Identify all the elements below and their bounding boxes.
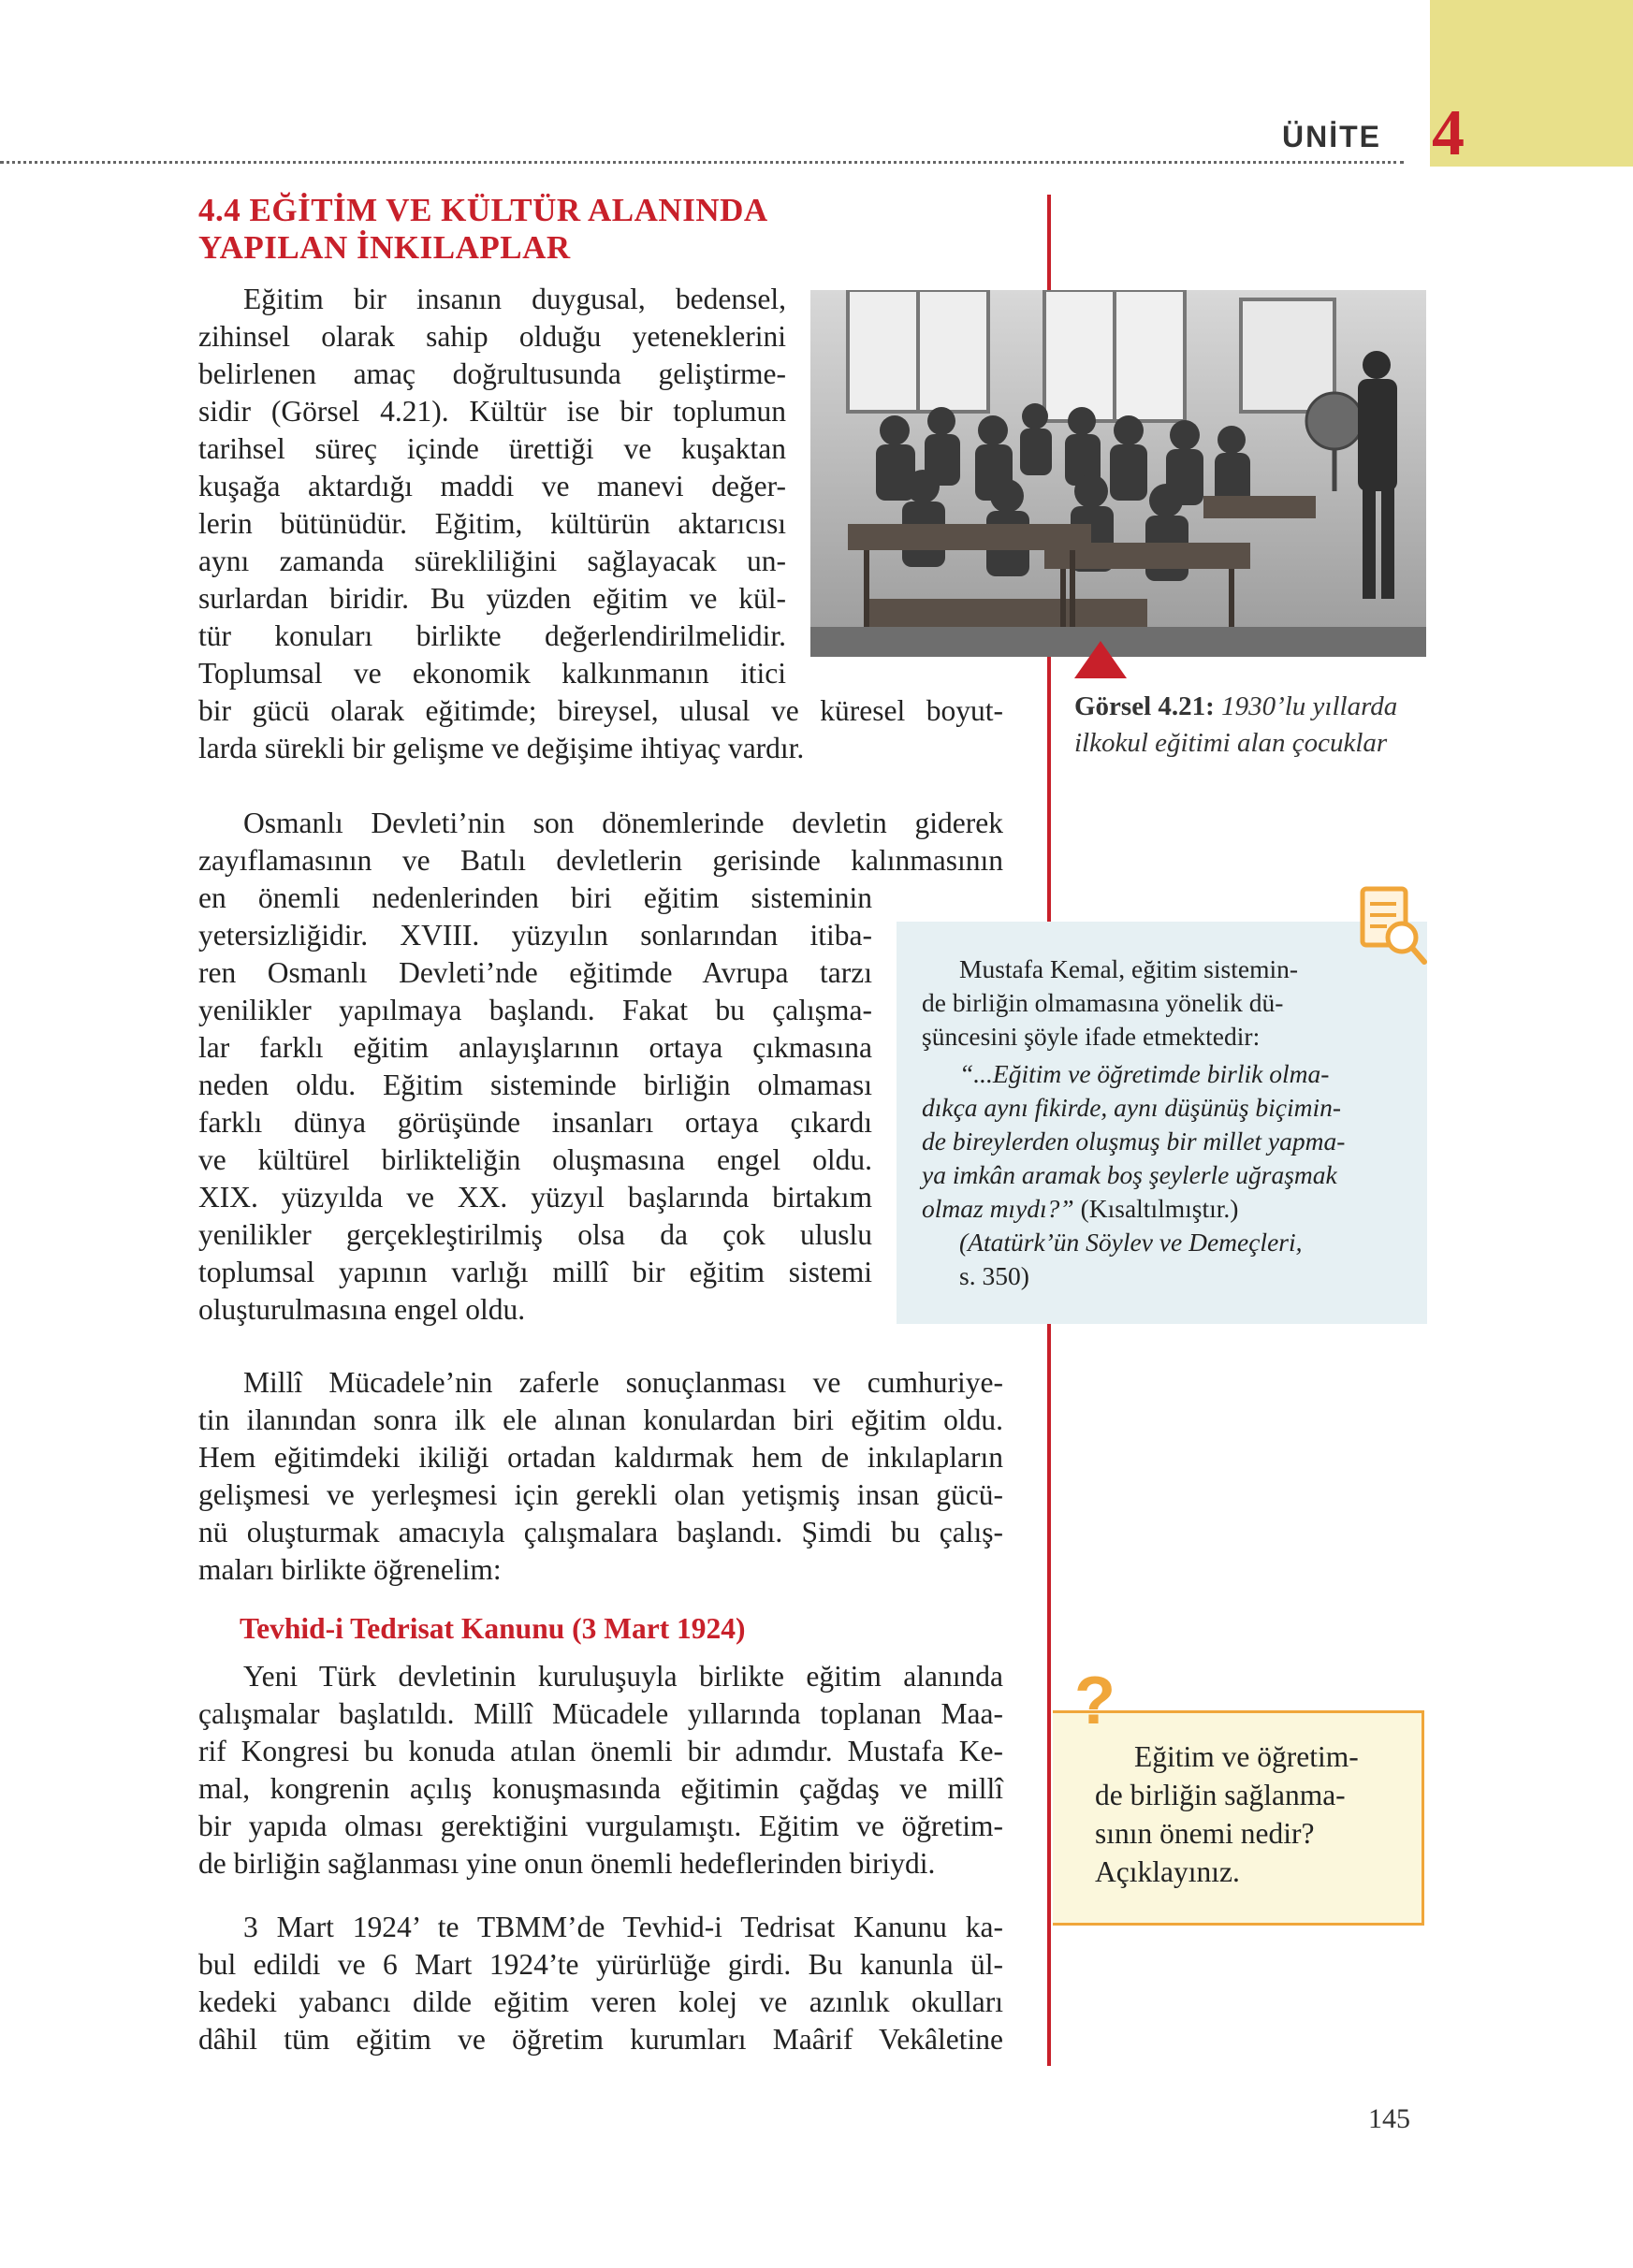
unit-label: ÜNİTE (1282, 120, 1381, 153)
text-line: bir yapıda olması gerektiğini vurgulamıştı. Eğitim ve öğretim- (198, 1810, 1003, 1842)
text-line: yenilikler gerçekleştirilmiş olsa da çok uluslu (198, 1218, 872, 1251)
quote-line (922, 1091, 1390, 1125)
text-line: neden oldu. Eğitim sisteminde birliğin olmaması (198, 1069, 872, 1101)
quote-source-page: s. 350) (959, 1261, 1029, 1290)
text-line: ren Osmanlı Devleti’nde eğitimde Avrupa tarzı (198, 956, 872, 989)
section-title-line: 4.4 EĞİTİM VE KÜLTÜR ALANINDA (198, 192, 768, 228)
text-line: bul edildi ve 6 Mart 1924’te yürürlüğe girdi. Bu kanunla ül- (198, 1948, 1003, 1981)
text-line: maları birlikte öğrenelim: (198, 1553, 502, 1586)
text-line: ve kültürel birlikteliğin oluşmasına engel oldu. (198, 1143, 872, 1176)
quote-italic: olmaz mıydı?” (922, 1194, 1074, 1223)
text-line: kuşağa aktardığı maddi ve manevi değer- (198, 470, 786, 502)
text-line: XIX. yüzyılda ve XX. yüzyıl başlarında birtakım (198, 1181, 872, 1214)
paragraph-4 (198, 1658, 1003, 1883)
unit-number: 4 (1432, 97, 1465, 169)
paragraph-3 (198, 1364, 1003, 1589)
question-line: Eğitim ve öğretim- (1134, 1740, 1359, 1773)
paragraph-2 (198, 805, 1003, 1329)
text-line: en önemli nedenlerinden biri eğitim sisteminin (198, 881, 872, 914)
text-line: lerin bütünüdür. Eğitim, kültürün aktarıcısı (198, 507, 786, 540)
quote-line (922, 1125, 1390, 1158)
text-line: farklı dünya görüşünde insanları ortaya çıkardı (198, 1106, 872, 1139)
text-line: rif Kongresi bu konuda atılan önemli bir adımdır. Mustafa Ke- (198, 1735, 1003, 1767)
caption-text: 1930’lu yıllarda ilkokul eğitimi alan çocuklar (1074, 691, 1398, 758)
text-line: zihinsel olarak sahip olduğu yeteneklerini (198, 320, 786, 353)
abridged-note: (Kısaltılmıştır.) (1080, 1194, 1239, 1223)
quote-text (922, 952, 1390, 1293)
text-line: Toplumsal ve ekonomik kalkınmanın itici (198, 657, 786, 690)
text-line: larda sürekli bir gelişme ve değişime ihtiyaç vardır. (198, 732, 805, 764)
quote-line (922, 1057, 1390, 1091)
question-line: de birliğin sağlanma- (1095, 1779, 1346, 1811)
quote-source (922, 1226, 1390, 1259)
text-line: nü oluşturmak amacıyla çalışmalara başlandı. Şimdi bu çalış- (198, 1516, 1003, 1548)
section-title (198, 192, 853, 267)
quote-source-italic: (Atatürk’ün Söylev ve Demeçleri, (959, 1228, 1303, 1257)
page-number: 145 (1368, 2103, 1410, 2134)
text-line: Osmanlı Devleti’nin son dönemlerinde devletin giderek (243, 807, 1003, 839)
text-line: lar farklı eğitim anlayışlarının ortaya çıkmasına (198, 1031, 872, 1064)
caption-label: Görsel 4.21: (1074, 691, 1215, 721)
text-line: mal, kongrenin açılış konuşmasında eğitimin çağdaş ve millî (198, 1772, 1003, 1805)
text-line: yetersizliğidir. XVIII. yüzyılın sonlarından itiba- (198, 919, 872, 952)
text-line: bir gücü olarak eğitimde; bireysel, ulusal ve küresel boyut- (198, 694, 1003, 727)
text-line: Yeni Türk devletinin kuruluşuyla birlikte eğitim alanında (243, 1660, 1003, 1693)
question-text (1095, 1737, 1404, 1891)
text-line: kedeki yabancı dilde eğitim veren kolej ve azınlık okulları (198, 1985, 1003, 2018)
quote-intro: şüncesini şöyle ifade etmektedir: (922, 1022, 1261, 1051)
text-line: Millî Mücadele’nin zaferle sonuçlanması ve cumhuriye- (243, 1366, 1003, 1399)
quote-line (922, 1158, 1390, 1192)
quote-italic: de bireylerden oluşmuş bir millet yapma- (922, 1127, 1346, 1156)
text-line: toplumsal yapının varlığı millî bir eğitim sistemi (198, 1256, 872, 1288)
text-line: Hem eğitimdeki ikiliği ortadan kaldırmak hem de inkılapların (198, 1441, 1003, 1474)
text-line: aynı zamanda sürekliliğini sağlayacak un- (198, 545, 786, 577)
classroom-photo (810, 290, 1426, 657)
text-line: Eğitim bir insanın duygusal, bedensel, (243, 283, 786, 315)
quote-line (922, 1192, 1390, 1226)
quote-italic: ya imkân aramak boş şeylerle uğraşmak (922, 1160, 1337, 1189)
text-line: de birliğin sağlanması yine onun önemli hedeflerinden biriydi. (198, 1847, 936, 1880)
figure-caption (1074, 689, 1430, 762)
quote-intro: de birliğin olmamasına yönelik dü- (922, 988, 1284, 1017)
text-line: tür konuları birlikte değerlendirilmelidir. (198, 619, 786, 652)
caption-pointer (1074, 641, 1127, 678)
classroom-photo-image (810, 290, 1426, 657)
text-line: dâhil tüm eğitim ve öğretim kurumları Maârif Vekâletine (198, 2023, 1003, 2056)
question-mark-icon: ? (1074, 1664, 1115, 1738)
quote-italic: “...Eğitim ve öğretimde birlik olma- (959, 1059, 1330, 1088)
text-line: sidir (Görsel 4.21). Kültür ise bir toplumun (198, 395, 786, 428)
question-line: Açıklayınız. (1095, 1855, 1240, 1888)
text-line: belirlenen amaç doğrultusunda geliştirme- (198, 357, 786, 390)
text-line: 3 Mart 1924’ te TBMM’de Tevhid-i Tedrisat Kanunu ka- (243, 1911, 1003, 1943)
text-line: yenilikler yapılmaya başlandı. Fakat bu çalışma- (198, 994, 872, 1026)
quote-intro: Mustafa Kemal, eğitim sistemin- (959, 954, 1299, 983)
header-divider (0, 161, 1404, 164)
section-title-line: YAPILAN İNKILAPLAR (198, 229, 571, 266)
paragraph-5 (198, 1909, 1003, 2058)
text-line: zayıflamasının ve Batılı devletlerin gerisinde kalınmasının (198, 844, 1003, 877)
text-line: tin ilanından sonra ilk ele alınan konulardan biri eğitim oldu. (198, 1403, 1003, 1436)
text-line: oluşturulmasına engel oldu. (198, 1293, 526, 1326)
text-line: tarihsel süreç içinde ürettiği ve kuşaktan (198, 432, 786, 465)
question-line: sının önemi nedir? (1095, 1817, 1315, 1850)
text-line: surlardan biridir. Bu yüzden eğitim ve kül- (198, 582, 786, 615)
text-line: gelişmesi ve yerleşmesi için gerekli olan yetişmiş insan gücü- (198, 1478, 1003, 1511)
subheading: Tevhid-i Tedrisat Kanunu (3 Mart 1924) (240, 1612, 746, 1645)
text-line: çalışmalar başlatıldı. Millî Mücadele yıllarında toplanan Maa- (198, 1697, 1003, 1730)
quote-italic: dıkça aynı fikirde, aynı düşünüş biçimin- (922, 1093, 1342, 1122)
